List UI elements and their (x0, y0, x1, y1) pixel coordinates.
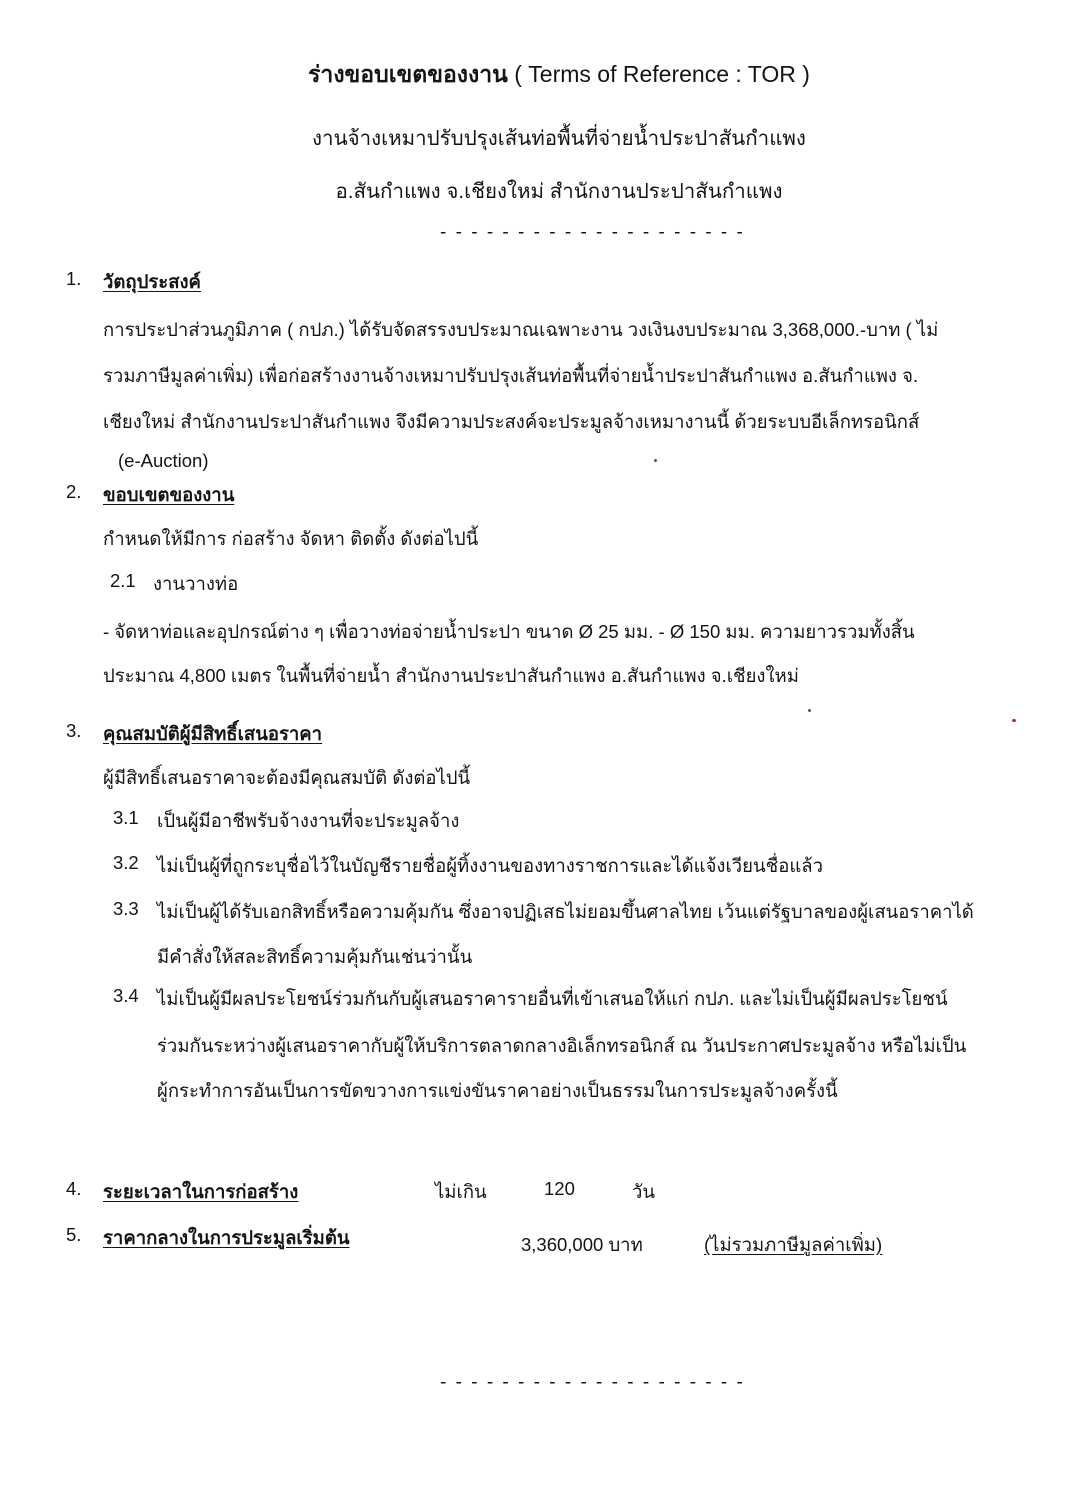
document-title (0, 57, 1088, 93)
section-4-value: 120 (544, 1178, 575, 1199)
section-5-number: 5. (66, 1224, 82, 1245)
section-5-value: 3,360,000 บาท (521, 1234, 643, 1255)
section-1-number: 1. (66, 268, 82, 289)
section-1-heading: วัตถุประสงค์ (103, 271, 201, 292)
subtitle-project: งานจ้างเหมาปรับปรุงเส้นท่อพื้นที่จ่ายน้ำประปาสันกำแพง (312, 127, 806, 150)
section-4-number: 4. (66, 1178, 82, 1199)
section-1-line-4: (e-Auction) (118, 450, 209, 471)
title-english: ( Terms of Reference : TOR ) (514, 61, 810, 87)
section-3-1-number: 3.1 (113, 807, 139, 828)
section-4-heading: ระยะเวลาในการก่อสร้าง (103, 1181, 299, 1202)
header-divider: - - - - - - - - - - - - - - - - - - - - (440, 222, 745, 243)
section-3-4-line-2: ร่วมกันระหว่างผู้เสนอราคากับผู้ให้บริการตลาดกลางอิเล็กทรอนิกส์ ณ วันประกาศประมูลจ้าง หรือไม่เป็น (157, 1035, 967, 1056)
section-3-4-line-1: ไม่เป็นผู้มีผลประโยชน์ร่วมกันกับผู้เสนอราคารายอื่นที่เข้าเสนอให้แก่ กปภ. และไม่เป็นผู้มีผลประโยชน์ (157, 988, 948, 1009)
section-5-note: (ไม่รวมภาษีมูลค่าเพิ่ม) (704, 1234, 883, 1255)
section-3-3-line-2: มีคำสั่งให้สละสิทธิ์ความคุ้มกันเช่นว่านั้น (157, 946, 473, 967)
section-4-qualifier: ไม่เกิน (435, 1181, 487, 1202)
scan-speck-red (1012, 719, 1016, 722)
section-3-heading: คุณสมบัติผู้มีสิทธิ์เสนอราคา (103, 723, 323, 744)
section-5-heading: ราคากลางในการประมูลเริ่มต้น (103, 1227, 350, 1248)
section-3-intro: ผู้มีสิทธิ์เสนอราคาจะต้องมีคุณสมบัติ ดังต่อไปนี้ (103, 767, 471, 788)
section-1-line-3: เชียงใหม่ สำนักงานประปาสันกำแพง จึงมีความประสงค์จะประมูลจ้างเหมางานนี้ ด้วยระบบอีเล็กทรอนิกส์ (103, 411, 920, 432)
section-4-unit: วัน (632, 1181, 656, 1202)
section-2-1-number: 2.1 (110, 570, 136, 591)
scan-speck (654, 459, 657, 462)
scan-speck (808, 709, 811, 712)
section-3-1-line-1: เป็นผู้มีอาชีพรับจ้างงานที่จะประมูลจ้าง (157, 810, 460, 831)
section-3-4-line-3: ผู้กระทำการอันเป็นการขัดขวางการแข่งขันราคาอย่างเป็นธรรมในการประมูลจ้างครั้งนี้ (157, 1080, 838, 1101)
section-3-3-line-1: ไม่เป็นผู้ได้รับเอกสิทธิ์หรือความคุ้มกัน ซึ่งอาจปฏิเสธไม่ยอมขึ้นศาลไทย เว้นแต่รัฐบาลของผู้เสนอราคาได้ (157, 901, 974, 922)
subtitle-location: อ.สันกำแพง จ.เชียงใหม่ สำนักงานประปาสันกำแพง (335, 180, 783, 203)
section-2-number: 2. (66, 481, 82, 502)
section-2-line-2: ประมาณ 4,800 เมตร ในพื้นที่จ่ายน้ำ สำนักงานประปาสันกำแพง อ.สันกำแพง จ.เชียงใหม่ (103, 665, 799, 686)
footer-divider: - - - - - - - - - - - - - - - - - - - - (440, 1372, 745, 1393)
section-3-2-line-1: ไม่เป็นผู้ที่ถูกระบุชื่อไว้ในบัญชีรายชื่อผู้ทิ้งงานของทางราชการและได้แจ้งเวียนชื่อแล้ว (157, 855, 823, 876)
section-2-heading: ขอบเขตของงาน (103, 484, 235, 505)
section-2-line-1: - จัดหาท่อและอุปกรณ์ต่าง ๆ เพื่อวางท่อจ่ายน้ำประปา ขนาด Ø 25 มม. - Ø 150 มม. ความยาวรวมทั้งสิ้น (103, 621, 915, 642)
section-1-line-2: รวมภาษีมูลค่าเพิ่ม) เพื่อก่อสร้างงานจ้างเหมาปรับปรุงเส้นท่อพื้นที่จ่ายน้ำประปาสันกำแพง อ.สันกำแพง จ. (103, 365, 919, 386)
section-3-2-number: 3.2 (113, 852, 139, 873)
section-2-1-heading: งานวางท่อ (153, 573, 239, 594)
section-3-3-number: 3.3 (113, 898, 139, 919)
title-thai: ร่างขอบเขตของงาน (308, 61, 508, 87)
section-2-intro: กำหนดให้มีการ ก่อสร้าง จัดหา ติดตั้ง ดังต่อไปนี้ (103, 528, 479, 549)
section-1-line-1: การประปาส่วนภูมิภาค ( กปภ.) ได้รับจัดสรรงบประมาณเฉพาะงาน วงเงินงบประมาณ 3,368,000.-บาท ( ไม่ (103, 319, 939, 340)
section-3-number: 3. (66, 720, 82, 741)
section-3-4-number: 3.4 (113, 985, 139, 1006)
